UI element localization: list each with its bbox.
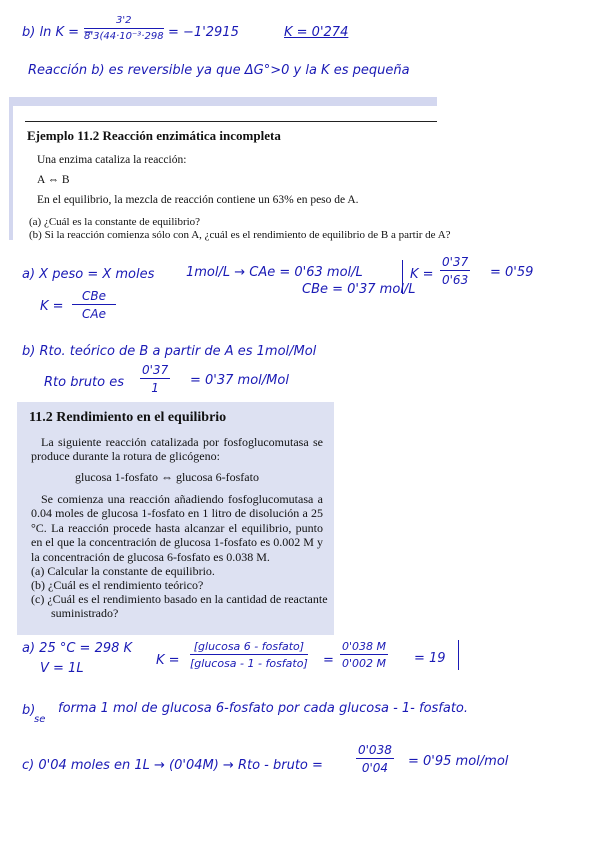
example-line-2: En el equilibrio, la mezcla de reacción contiene un 63% en peso de A.	[37, 194, 359, 206]
answer-a-k-fraction	[440, 256, 470, 286]
example-question-b: (b) Si la reacción comienza sólo con A, ¿cuál es el rendimiento de equilibrio de B a partir de A?	[29, 229, 451, 241]
problem-question-c: (c) ¿Cuál es el rendimiento basado en la cantidad de reactante	[31, 592, 328, 606]
example-title-rule	[25, 121, 437, 122]
problem-answer-k-value: = 19	[414, 651, 446, 666]
problem-answer-k-numerator: [glucosa 6 - fosfato]	[190, 641, 308, 655]
problem-answer-c-text: c) 0'04 moles en 1L → (0'04M) → Rto - bruto =	[22, 758, 323, 773]
example-title: Ejemplo 11.2 Reacción enzimática incompleta	[27, 128, 281, 143]
b1-fraction-denominator: 8'3(44·10⁻³·298	[84, 31, 164, 42]
answer-a-conc-b: CBe = 0'37 mol/L	[302, 282, 416, 297]
problem-paragraph-2: Se comienza una reacción añadiendo fosfoglucomutasa a 0.04 moles de glucosa 1-fosfato en 1 litro de disolución a 25 °C. La reacción procede hasta alcanzar el equilibrio, punto en el que la concentración de glucosa 1-fosfato es 0.002 M y la concentración de glucosa 6-fosfato es 0.038 M.	[31, 492, 323, 564]
problem-answer-k2-numerator: 0'038 M	[342, 640, 387, 653]
problem-answer-k-denominator: [glucosa - 1 - fosfato]	[190, 657, 308, 670]
answer-a-k-label: K =	[410, 267, 434, 282]
answer-a-k-value: = 0'59	[490, 265, 534, 280]
problem-paragraph-1: La siguiente reacción catalizada por fosfoglucomutasa se produce durante la rotura de glicógeno:	[31, 435, 323, 464]
b1-fraction-numerator: 3'2	[84, 16, 164, 29]
problem-question-a: (a) Calcular la constante de equilibrio.	[31, 564, 215, 578]
answer-a-k2-label: K =	[40, 299, 64, 314]
problem-answer-c-denominator: 0'04	[361, 761, 389, 775]
problem-answer-k-fraction	[190, 641, 308, 669]
problem-answer-k-label: K =	[156, 653, 180, 668]
answer-b-value: = 0'37 mol/Mol	[190, 373, 289, 388]
b1-fraction	[84, 16, 164, 42]
b1-prefix: b) ln K = −	[22, 25, 95, 40]
b1-result: = −1'2915	[168, 25, 239, 40]
answer-a-conc-a: 1mol/L → CAe = 0'63 mol/L	[186, 265, 363, 280]
problem-question-b: (b) ¿Cuál es el rendimiento teórico?	[31, 578, 204, 592]
example-question-a: (a) ¿Cuál es la constante de equilibrio?	[29, 216, 201, 228]
answer-a-k-numerator: 0'37	[442, 255, 469, 269]
b1-k-value: K = 0'274	[284, 25, 349, 40]
answer-a-k2-fraction	[72, 290, 116, 320]
problem-answer-equals: =	[323, 653, 334, 668]
problem-answer-c-fraction	[356, 744, 394, 774]
answer-b-numerator: 0'37	[142, 363, 169, 377]
example-line-1: Una enzima cataliza la reacción:	[37, 154, 187, 166]
answer-a-separator	[402, 260, 403, 294]
reaction-reversible-note: Reacción b) es reversible ya que ΔG°>0 y la K es pequeña	[28, 63, 410, 78]
problem-answer-c-value: = 0'95 mol/mol	[408, 754, 509, 769]
problem-answer-k2-denominator: 0'002 M	[342, 657, 387, 670]
problem-answer-a: a) 25 °C = 298 K	[22, 641, 133, 656]
answer-a-k2-numerator: CBe	[72, 290, 116, 305]
problem-answer-volume: V = 1L	[40, 661, 84, 676]
answer-a-k2-denominator: CAe	[82, 307, 106, 321]
problem-answer-c-numerator: 0'038	[358, 743, 392, 757]
problem-answer-k2-fraction	[340, 641, 388, 669]
problem-answer-b-text: forma 1 mol de glucosa 6-fosfato por cada glucosa - 1- fosfato.	[58, 701, 469, 716]
answer-b-fraction	[140, 364, 170, 394]
problem-reaction: glucosa 1-fosfato ⇔ glucosa 6-fosfato	[75, 470, 259, 484]
answer-b-line-1: b) Rto. teórico de B a partir de A es 1mol/Mol	[22, 344, 317, 359]
example-reaction: A ⇔ B	[37, 174, 70, 186]
problem-question-c-cont: suministrado?	[51, 606, 119, 620]
answer-a-line-1: a) X peso = X moles	[22, 267, 155, 282]
answer-b-denominator: 1	[151, 381, 159, 395]
problem-answer-b-se: se	[34, 714, 46, 725]
problem-11-2-box	[17, 402, 334, 635]
answer-b-label: Rto bruto es	[44, 375, 125, 390]
answer-a-k-denominator: 0'63	[442, 273, 469, 287]
problem-answer-bracket	[458, 640, 459, 670]
problem-answer-b-prefix: b)	[22, 703, 36, 718]
example-11-2-box	[9, 97, 451, 241]
problem-title: 11.2 Rendimiento en el equilibrio	[29, 410, 227, 425]
